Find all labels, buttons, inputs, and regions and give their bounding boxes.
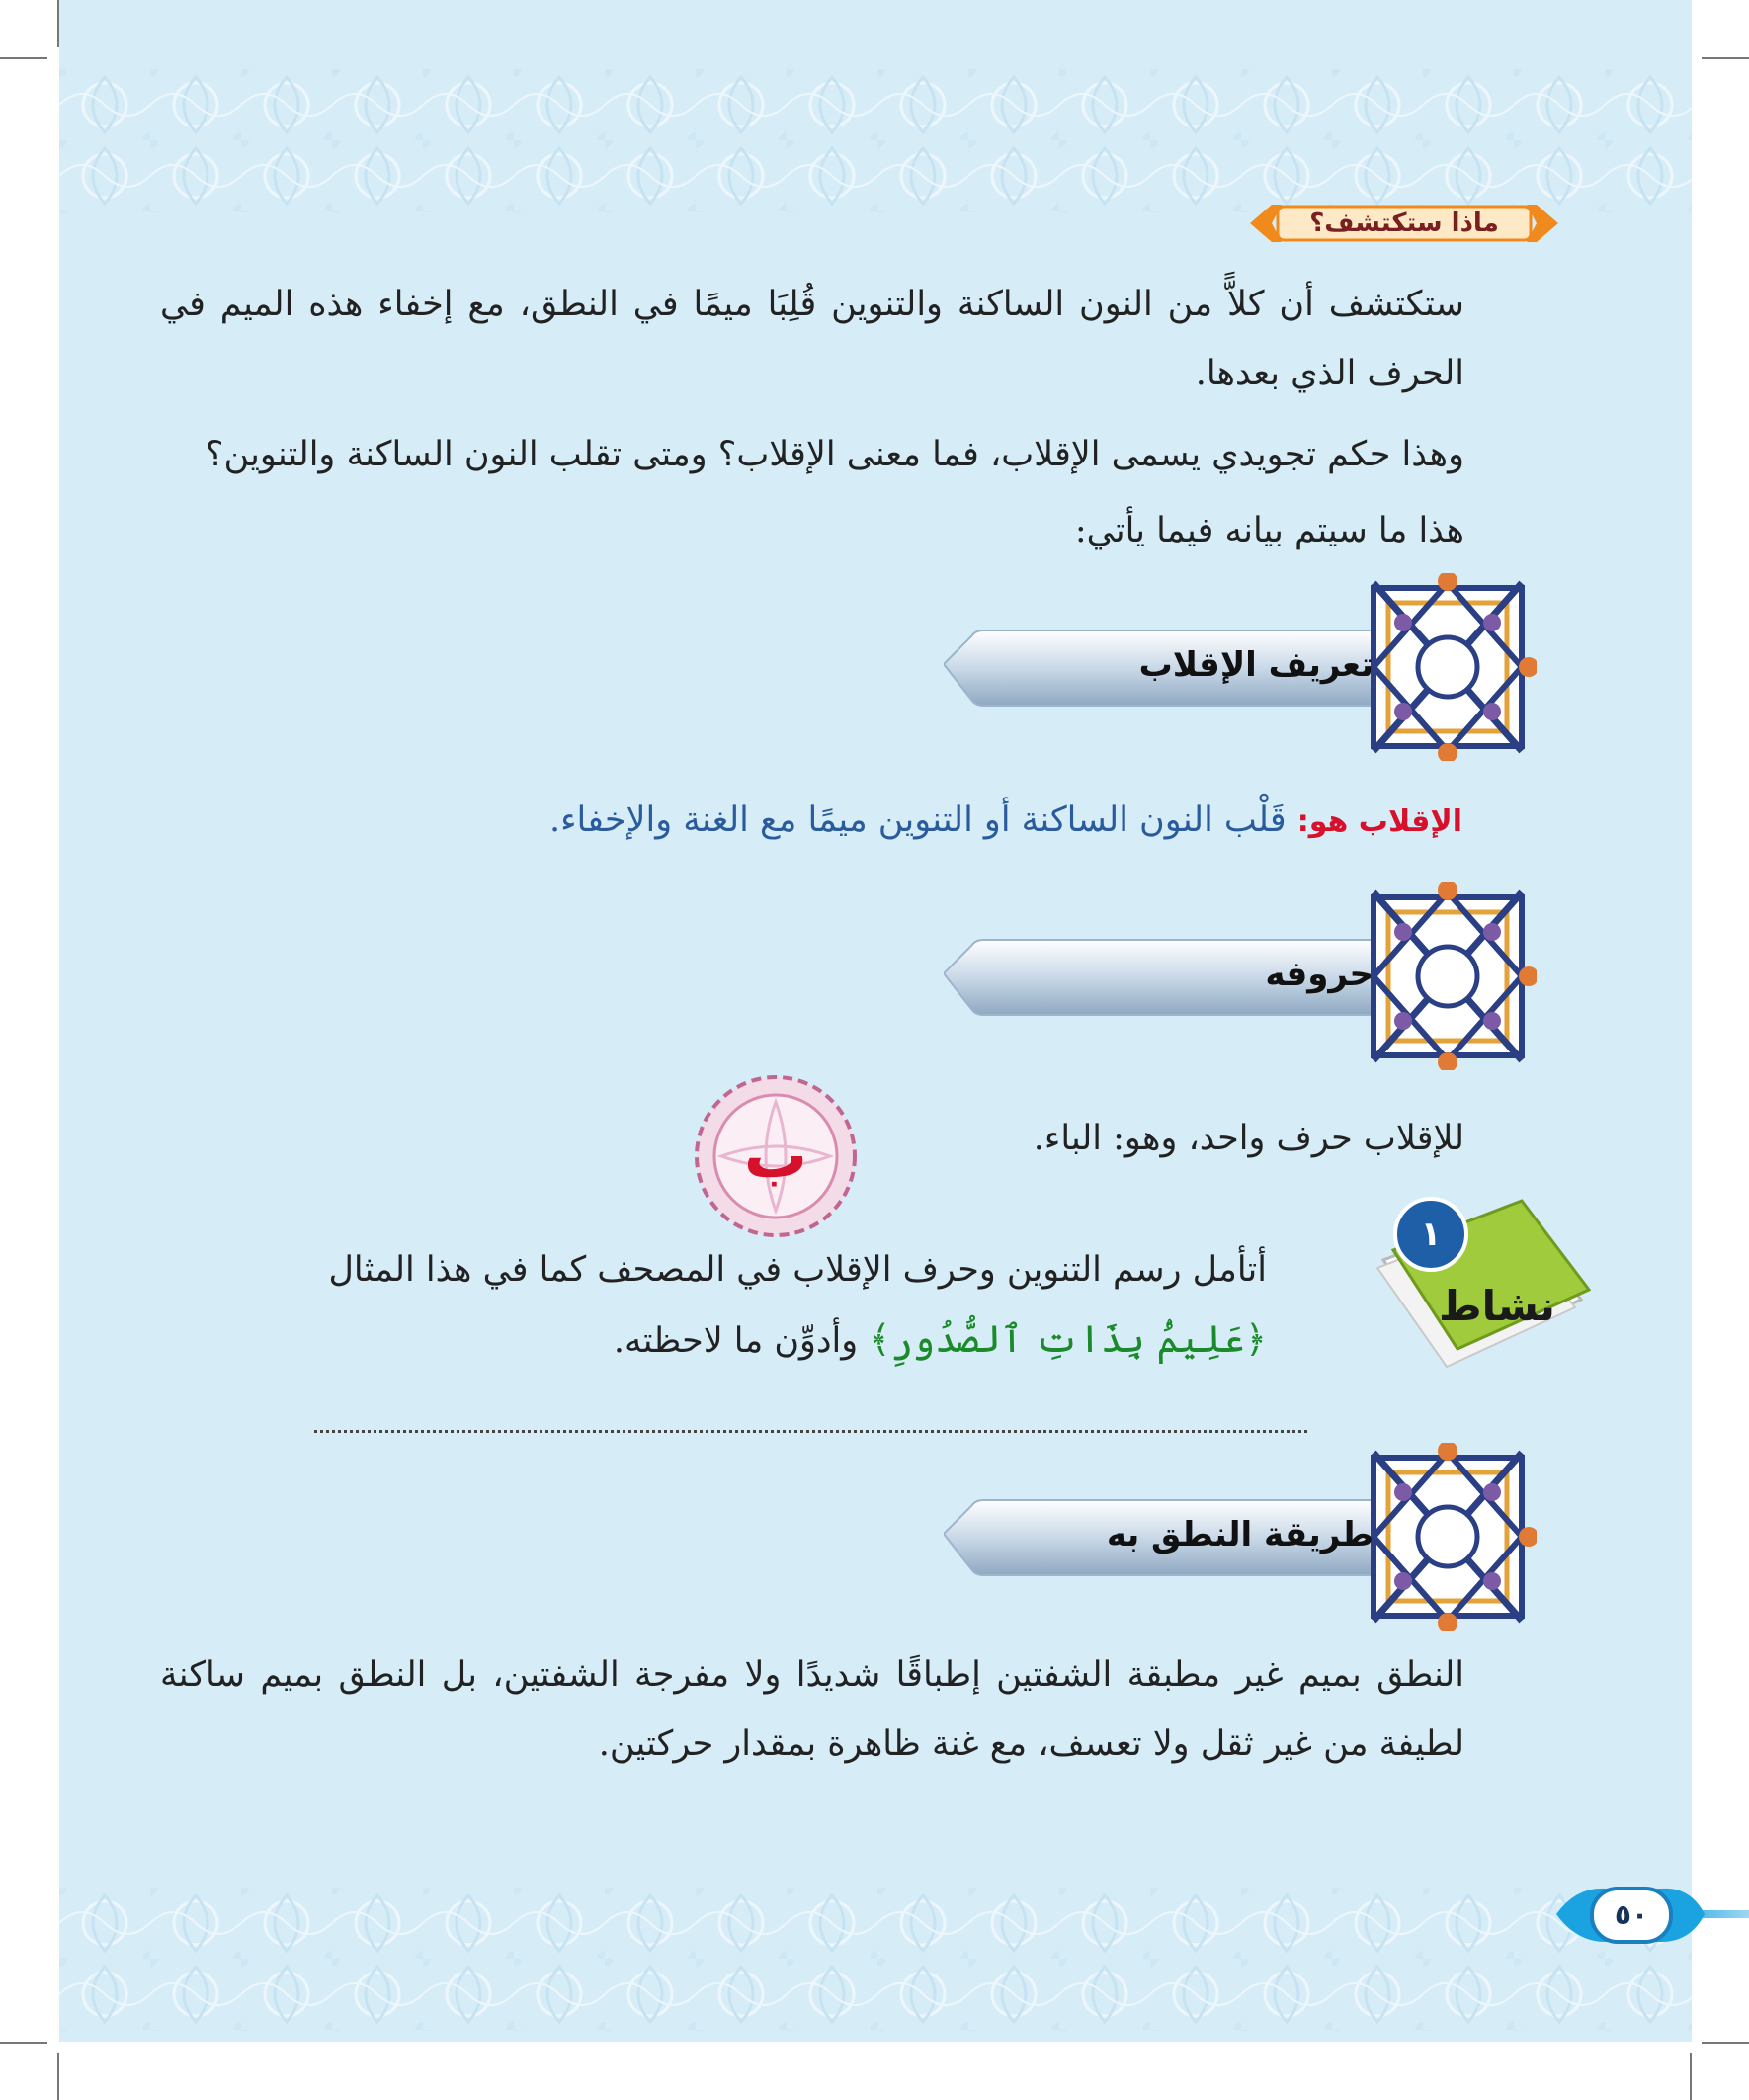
pronunciation-text: النطق بميم غير مطبقة الشفتين إطباقًا شديدًا ولا مفرجة الشفتين، بل النطق بميم ساكنة لطيفة من غير ثقل ولا تعسف، مع غنة ظاهرة بمقدار حركتين. (160, 1655, 1464, 1764)
answer-dotted-line[interactable] (314, 1430, 1307, 1433)
iqlab-letter: ب (743, 1120, 808, 1193)
crop-mark (57, 2053, 59, 2100)
arabesque-ornament (1359, 573, 1537, 761)
section-banner-definition (944, 573, 1537, 761)
letters-text: للإقلاب حرف واحد، وهو: الباء. (1033, 1119, 1464, 1158)
activity-number: ١ (1420, 1215, 1442, 1254)
arabesque-ornament (1359, 882, 1537, 1070)
definition-line (178, 791, 1462, 852)
crop-mark (1702, 2042, 1749, 2044)
discover-label-text: ماذا ستكتشف؟ (1309, 209, 1499, 238)
section-banner-letters (944, 882, 1537, 1070)
definition-text: قَلْب النون الساكنة أو التنوين ميمًا مع الغنة والإخفاء. (548, 800, 1287, 840)
crop-mark (1690, 2053, 1692, 2100)
letter-badge (692, 1072, 860, 1240)
quran-verse: ﴿عَلِيمُۢ بِذَاتِ ٱلصُّدُورِ﴾ (869, 1317, 1267, 1361)
activity-instruction-line-1: أتأمل رسم التنوين وحرف الإقلاب في المصحف كما في هذا المثال (328, 1250, 1267, 1290)
activity-instruction (279, 1235, 1267, 1376)
crop-mark (1702, 57, 1749, 59)
activity-instruction-end: وأدوِّن ما لاحظته. (613, 1321, 859, 1361)
bottom-pattern-border (59, 1888, 1692, 2031)
crop-mark (0, 2042, 47, 2044)
page-number-badge (1546, 1883, 1749, 1947)
activity-instruction-line-2 (279, 1304, 1267, 1376)
section-title-letters: حروفه (1265, 955, 1374, 994)
page-number: ٥٠ (1614, 1898, 1649, 1931)
section-title-definition: تعريف الإقلاب (1138, 645, 1374, 685)
textbook-page (59, 0, 1692, 2042)
arabesque-ornament (1359, 1443, 1537, 1631)
section-title-pronunciation: طريقة النطق به (1106, 1515, 1374, 1554)
discover-label-tag (1250, 203, 1558, 244)
activity-badge (1364, 1191, 1591, 1388)
top-pattern-border (59, 69, 1692, 212)
intro-paragraph-3: هذا ما سيتم بيانه فيما يأتي: (1074, 511, 1464, 550)
crop-mark (0, 57, 47, 59)
activity-label: نشاط (1439, 1282, 1555, 1330)
definition-term: الإقلاب هو: (1296, 804, 1462, 839)
intro-paragraph-2: وهذا حكم تجويدي يسمى الإقلاب، فما معنى الإقلاب؟ ومتى تقلب النون الساكنة والتنوين؟ (205, 435, 1464, 474)
intro-paragraph-1: ستكتشف أن كلاًّ من النون الساكنة والتنوين قُلِبَا ميمًا في النطق، مع إخفاء هذه الميم في الحرف الذي بعدها. (160, 285, 1464, 393)
section-banner-pronunciation (944, 1443, 1537, 1631)
